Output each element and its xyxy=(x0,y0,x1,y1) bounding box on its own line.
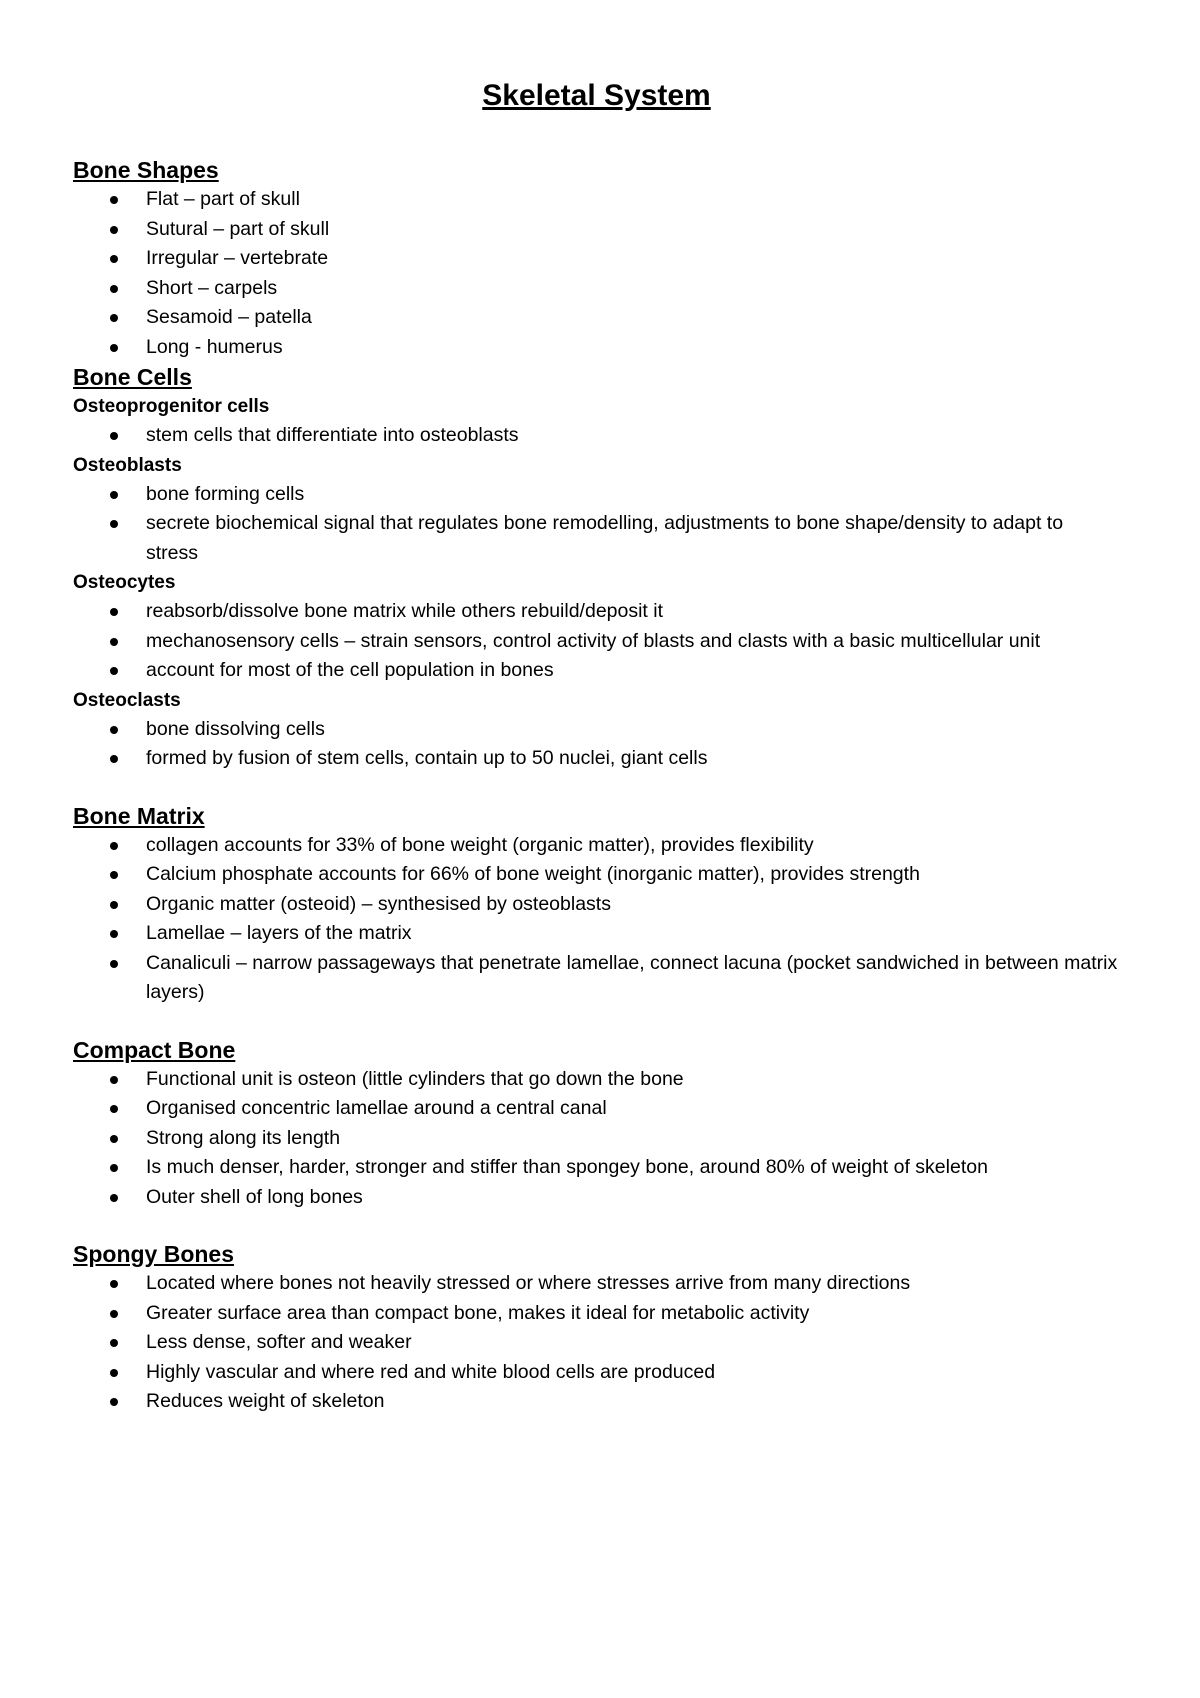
list-item-text: Sutural – part of skull xyxy=(146,217,330,240)
list-item-text: Canaliculi – narrow passageways that penetrate lamellae, connect lacuna (pocket sandwiched in between matrix layers) xyxy=(146,951,1118,1003)
list-item xyxy=(146,185,1120,215)
list-item xyxy=(146,715,1120,745)
bullet-list xyxy=(73,597,1120,686)
list-item xyxy=(146,831,1120,861)
bullet-icon xyxy=(110,1398,118,1406)
list-item-text: Outer shell of long bones xyxy=(146,1185,363,1208)
subheading: Osteoprogenitor cells xyxy=(73,396,270,417)
list-item-text: Sesamoid – patella xyxy=(146,306,312,328)
list-item-text: Reduces weight of skeleton xyxy=(146,1390,385,1412)
section-heading: Bone Cells xyxy=(73,364,192,390)
list-item-text: Calcium phosphate accounts for 66% of bone weight (inorganic matter), provides strength xyxy=(146,863,920,885)
list-item xyxy=(146,890,1120,920)
bullet-icon xyxy=(110,1105,118,1113)
bullet-icon xyxy=(110,1194,118,1202)
bullet-icon xyxy=(110,930,118,938)
section-heading: Bone Matrix xyxy=(73,802,205,829)
list-item-text: stem cells that differentiate into osteoblasts xyxy=(146,424,519,446)
bullet-icon xyxy=(110,491,118,499)
bullet-icon xyxy=(110,255,118,263)
bullet-list xyxy=(73,1269,1120,1417)
section-spacer xyxy=(73,774,1120,801)
list-item xyxy=(146,1183,1120,1213)
section-bone-cells xyxy=(73,362,1120,774)
list-item xyxy=(146,480,1120,510)
bullet-icon xyxy=(110,726,118,734)
bullet-icon xyxy=(110,755,118,763)
document-content xyxy=(73,155,1120,1417)
bullet-icon xyxy=(110,1339,118,1347)
list-item xyxy=(146,244,1120,274)
bullet-icon xyxy=(110,667,118,675)
list-item xyxy=(146,1094,1120,1124)
section-heading: Bone Shapes xyxy=(73,157,219,183)
list-item xyxy=(146,627,1120,657)
list-item xyxy=(146,1358,1120,1388)
list-item-text: mechanosensory cells – strain sensors, control activity of blasts and clasts with a basic multicellular unit xyxy=(146,629,1041,652)
list-item xyxy=(146,949,1120,1008)
bullet-icon xyxy=(110,638,118,646)
bullet-icon xyxy=(110,226,118,234)
list-item-text: Organised concentric lamellae around a central canal xyxy=(146,1097,607,1119)
document-title: Skeletal System xyxy=(482,79,711,112)
list-item-text: Flat – part of skull xyxy=(146,188,300,210)
list-item-text: secrete biochemical signal that regulates bone remodelling, adjustments to bone shape/density to adapt to stress xyxy=(146,512,1064,564)
bullet-icon xyxy=(110,285,118,293)
bullet-icon xyxy=(110,1310,118,1318)
list-item xyxy=(146,1153,1120,1183)
bullet-icon xyxy=(110,520,118,528)
list-item xyxy=(146,919,1120,949)
list-item xyxy=(146,860,1120,890)
list-item-text: Functional unit is osteon (little cylinders that go down the bone xyxy=(146,1067,684,1090)
bullet-list xyxy=(73,480,1120,569)
bullet-list xyxy=(73,715,1120,774)
list-item xyxy=(146,215,1120,245)
list-item-text: Is much denser, harder, stronger and stiffer than spongey bone, around 80% of weight of skeleton xyxy=(146,1156,988,1178)
list-item xyxy=(146,744,1120,774)
bullet-icon xyxy=(110,196,118,204)
bullet-icon xyxy=(110,1164,118,1172)
list-item xyxy=(146,333,1120,363)
list-item xyxy=(146,303,1120,333)
list-item-text: collagen accounts for 33% of bone weight (organic matter), provides flexibility xyxy=(146,833,814,856)
bullet-icon xyxy=(110,960,118,968)
bullet-icon xyxy=(110,1369,118,1377)
list-item-text: Located where bones not heavily stressed or where stresses arrive from many directions xyxy=(146,1272,911,1294)
section-bone-shapes xyxy=(73,155,1120,362)
list-item xyxy=(146,1269,1120,1299)
list-item xyxy=(146,1328,1120,1358)
bullet-icon xyxy=(110,842,118,850)
bullet-icon xyxy=(110,314,118,322)
list-item-text: Irregular – vertebrate xyxy=(146,247,329,269)
bullet-icon xyxy=(110,344,118,352)
list-item-text: formed by fusion of stem cells, contain up to 50 nuclei, giant cells xyxy=(146,747,708,769)
list-item-text: Greater surface area than compact bone, makes it ideal for metabolic activity xyxy=(146,1301,810,1324)
list-item-text: bone forming cells xyxy=(146,482,305,505)
bullet-list xyxy=(73,185,1120,362)
list-item-text: Strong along its length xyxy=(146,1126,341,1149)
subheading: Osteoblasts xyxy=(73,454,182,476)
subheading: Osteocytes xyxy=(73,572,176,593)
bullet-list xyxy=(73,1065,1120,1213)
list-item-text: bone dissolving cells xyxy=(146,717,325,740)
list-item-text: Highly vascular and where red and white blood cells are produced xyxy=(146,1360,716,1383)
list-item xyxy=(146,1065,1120,1095)
bullet-icon xyxy=(110,871,118,879)
list-item-text: Long - humerus xyxy=(146,335,283,358)
list-item-text: Organic matter (osteoid) – synthesised by osteoblasts xyxy=(146,892,611,915)
section-spongy-bones xyxy=(73,1239,1120,1417)
list-item-text: Short – carpels xyxy=(146,276,278,299)
bullet-icon xyxy=(110,432,118,440)
list-item-text: Less dense, softer and weaker xyxy=(146,1331,412,1353)
list-item-text: account for most of the cell population in bones xyxy=(146,659,554,681)
list-item xyxy=(146,274,1120,304)
section-heading: Compact Bone xyxy=(73,1036,236,1063)
subheading: Osteoclasts xyxy=(73,689,181,711)
list-item xyxy=(146,1124,1120,1154)
list-item xyxy=(146,509,1120,568)
list-item xyxy=(146,597,1120,627)
list-item xyxy=(146,421,1120,451)
bullet-icon xyxy=(110,608,118,616)
list-item xyxy=(146,1299,1120,1329)
list-item xyxy=(146,656,1120,686)
section-spacer xyxy=(73,1008,1120,1035)
bullet-list xyxy=(73,421,1120,451)
bullet-icon xyxy=(110,1280,118,1288)
list-item xyxy=(146,1387,1120,1417)
list-item-text: Lamellae – layers of the matrix xyxy=(146,922,412,944)
section-spacer xyxy=(73,1212,1120,1239)
bullet-list xyxy=(73,831,1120,1008)
section-heading: Spongy Bones xyxy=(73,1241,235,1267)
bullet-icon xyxy=(110,1135,118,1143)
section-bone-matrix xyxy=(73,801,1120,1008)
section-compact-bone xyxy=(73,1035,1120,1213)
list-item-text: reabsorb/dissolve bone matrix while others rebuild/deposit it xyxy=(146,600,664,622)
bullet-icon xyxy=(110,1076,118,1084)
bullet-icon xyxy=(110,901,118,909)
